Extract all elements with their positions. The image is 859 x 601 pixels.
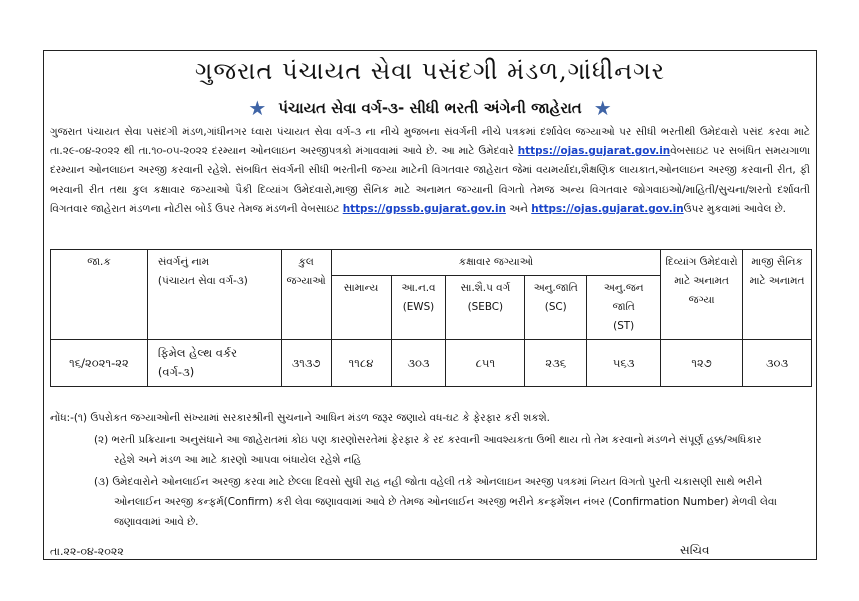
note-3 (50, 472, 810, 532)
ojas-link-2[interactable]: https://ojas.gujarat.gov.in (531, 202, 684, 215)
notice-subtitle (44, 96, 816, 120)
header-divyang: દિવ્યાંગ ઉમેદવારો માટે અનામત જગ્યા (661, 250, 743, 340)
header-st (587, 276, 661, 340)
note-2-line-1: (૨) ભરતી પ્રક્રિયાના અનુસંધાને આ જાહેરાતમાં કોઇ પણ કારણોસરતેમાં ફેરફાર કે રદ કરવાની આવશ્યકતા ઉભી થાય તો તેમ કરવાનો મંડળને સંપૂર્ણ હક્ક/અધિકાર (94, 434, 762, 446)
note-2 (50, 430, 810, 470)
header-sebc-code: (SEBC) (467, 301, 504, 313)
note-2-line-2: રહેશે અને મંડળ આ માટે કારણો આપવા બંધાયેલ રહેશે નહિ (114, 454, 362, 466)
header-cadre-label: સંવર્ગનું નામ (157, 256, 210, 268)
header-exsm: માજી સૈનિક માટે અનામત (743, 250, 812, 340)
header-ews-label: આ.ન.વ (401, 282, 436, 294)
header-ews-code: (EWS) (402, 301, 435, 313)
note-1: નોંધ:-(૧) ઉપરોકત જગ્યાઓની સંખ્યામાં સરકારશ્રીની સુચનાને આધિન મંડળ જરૂર જણાયે વધ-ઘટ કે ફેરફાર કરી શકશે. (50, 412, 550, 424)
notice-frame (43, 50, 817, 560)
intro-text-1: ગુજરાત પંચાયત સેવા પસંદગી મંડળ,ગાંધીનગર ધ્વારા પંચાયત સેવા વર્ગ-૩ ના નીચે મુજબના સંવર્ગની નીચે પત્રકમાં દર્શાવેલ જગ્યાઓ પર સીધી ભરતીથી ઉમેદવારો પસંદ કરવા માટે તા.૨૯-૦૪-૨૦૨૨ થી તા.૧૦-૦૫-૨૦૨૨ દરમ્યાન ઓનલાઇન અરજીપત્રકો મંગાવવામાં આવે છે. આ માટે ઉમેદવારે (50, 126, 810, 158)
intro-text-2: વેબસાઇટ પર સબંધિત સમયગાળા દરમ્યાન ઓનલાઇન અરજી કરવાની રહેશે. સંબધિત સંવર્ગની સીધી ભરતીની જગ્યા માટેની વિગતવાર જાહેરાત જેમાં વયમર્યાદા,શૈક્ષણિક લાયકાત,ઓનલાઇન અરજી કરવાની રીત, ફી ભરવાની રીત તથા કુલ કક્ષાવાર જગ્યાઓ પૈકી દિવ્યાંગ ઉમેદવારો,માજી સૈનિક માટે અનામત જગ્યાની વિગતો તેમજ અન્ય વિગતવાર જોગવાઇઓ/માહિતી/સુચના/શરતો દર્શાવતી વિગતવાર જાહેરાત મંડળના નોટીસ બોર્ડ ઉપર તેમજ મંડળની વેબસાઇટ (50, 145, 810, 215)
header-jak: જા.ક (51, 250, 148, 340)
cell-divyang: ૧૨૭ (661, 340, 743, 387)
gpssb-link[interactable]: https://gpssb.gujarat.gov.in (342, 202, 506, 215)
header-cadre (147, 250, 281, 340)
subtitle-text: પંચાયત સેવા વર્ગ-૩- સીધી ભરતી અંગેની જાહેરાત (278, 99, 582, 117)
vacancy-table (50, 249, 812, 387)
cell-cadre (147, 340, 281, 387)
note-3-line-3: જણાવવામાં આવે છે. (114, 516, 199, 528)
cell-st: ૫૬૩ (587, 340, 661, 387)
cell-sc: ૨૩૬ (525, 340, 587, 387)
table-row (51, 340, 812, 387)
ojas-link[interactable]: https://ojas.gujarat.gov.in (517, 145, 671, 158)
notice-date: તા.૨૨-૦૪-૨૦૨૨ (50, 545, 124, 558)
cell-total: ૩૧૩૭ (281, 340, 331, 387)
star-icon: ★ (593, 96, 612, 120)
cell-exsm: ૩૦૩ (743, 340, 812, 387)
cell-cadre-name: ફિમેલ હેલ્થ વર્કર (157, 346, 238, 360)
header-ews (391, 276, 446, 340)
header-st-label: અનુ.જન (603, 282, 644, 294)
header-total: કુલ જગ્યાઓ (281, 250, 331, 340)
page-title: ગુજરાત પંચાયત સેવા પસંદગી મંડળ,ગાંધીનગર (194, 57, 666, 85)
intro-text-3: અને (505, 202, 532, 215)
note-3-line-1: (૩) ઉમેદવારોને ઓનલાઈન અરજી કરવા માટે છેલ્લા દિવસો સુધી રાહ નહી જોતા વહેલી તકે ઓનલાઇન અરજી પત્રકમાં નિયત વિગતો પુરતી ચકાસણી સાથે ભરીને (94, 476, 763, 488)
cell-cadre-sub: (વર્ગ-૩) (157, 365, 195, 379)
header-sebc (446, 276, 525, 340)
table-header-row (51, 250, 812, 276)
header-sc-code: (SC) (544, 301, 567, 313)
header-general: સામાન્ય (331, 276, 391, 340)
intro-paragraph (50, 123, 810, 219)
cell-general: ૧૧૮૪ (331, 340, 391, 387)
header-sebc-label: સા.શૈ.પ વર્ગ (460, 282, 511, 294)
header-categorywise: કક્ષાવાર જગ્યાઓ (331, 250, 661, 276)
signature-title: સચિવ (680, 543, 710, 557)
intro-text-4: ઉપર મુકવામાં આવેલ છે. (683, 202, 786, 215)
cell-ews: ૩૦૩ (391, 340, 446, 387)
header-st-label-2: જાતિ (612, 301, 635, 313)
header-cadre-sub: (પંચાયત સેવા વર્ગ-૩) (157, 275, 248, 287)
header-sc (525, 276, 587, 340)
notes-section (50, 408, 810, 534)
header-sc-label: અનુ.જાતિ (533, 282, 578, 294)
cell-jak: ૧૬/૨૦૨૧-૨૨ (51, 340, 148, 387)
note-3-line-2: ઓનલાઈન અરજી કન્ફર્મ(Confirm) કરી લેવા જણાવવામાં આવે છે તેમજ ઓનલાઈન અરજી ભરીને કન્ફર્મેશન નંબર (Confirmation Number) મેળવી લેવા (114, 496, 777, 508)
cell-sebc: ૮૫૧ (446, 340, 525, 387)
star-icon: ★ (248, 96, 267, 120)
header-st-code: (ST) (613, 320, 635, 332)
